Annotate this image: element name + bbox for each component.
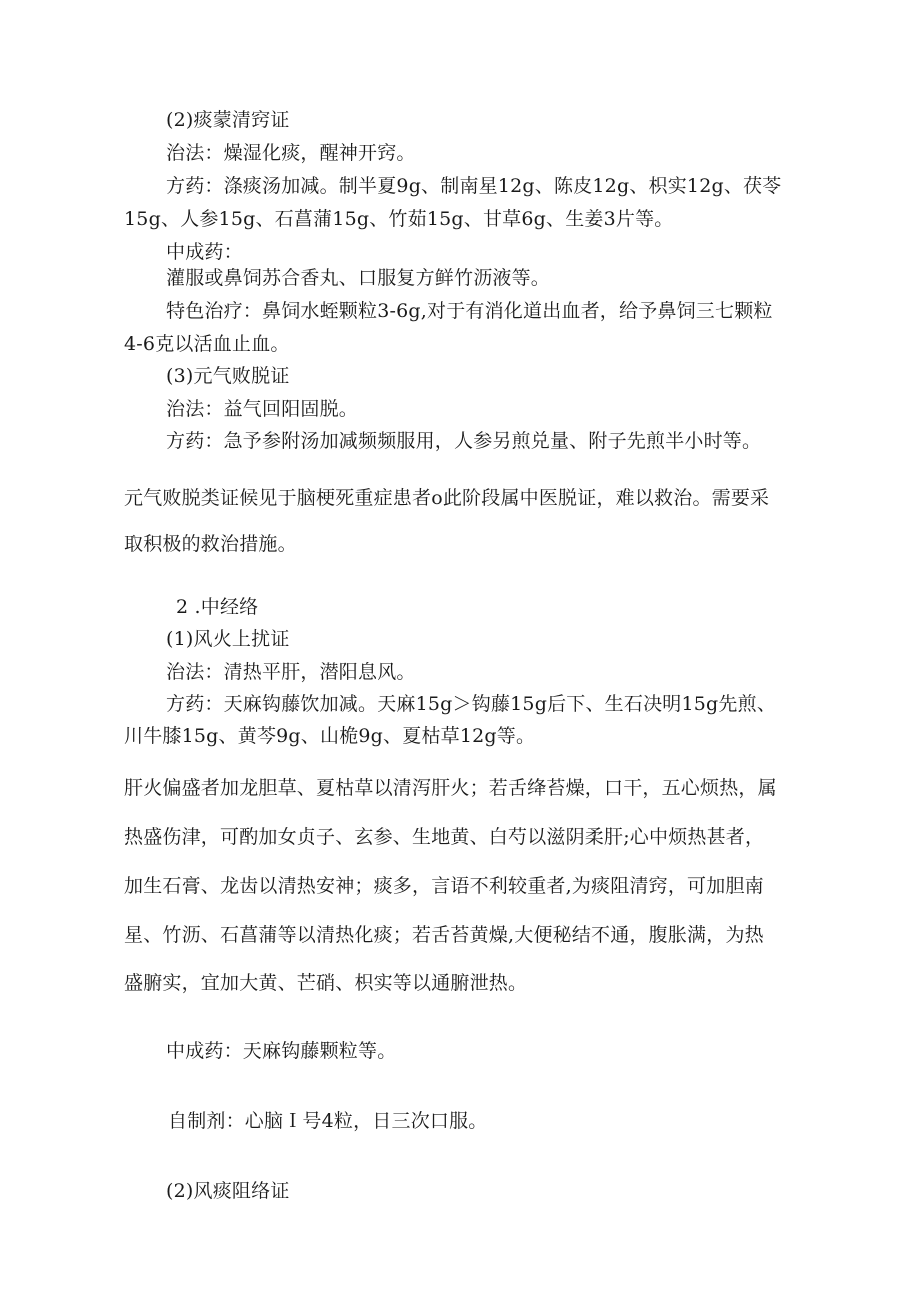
patent-heading-tanmeng: 中成药：	[166, 241, 243, 263]
heading-yuanqi: (3)元气败脱证	[166, 365, 290, 387]
formula-fenghuo-line1: 方药：天麻钩藤饮加减。天麻15g＞钩藤15g后下、生石决明15g先煎、	[166, 693, 777, 715]
modification-line5: 盛腑实，宜加大黄、芒硝、枳实等以通腑泄热。	[124, 972, 528, 994]
note-yuanqi-line2: 取积极的救治措施。	[124, 533, 297, 555]
formula-tanmeng-line2: 15g、人参15g、石菖蒲15g、竹茹15g、甘草6g、生姜3片等。	[124, 208, 674, 230]
modification-line2: 热盛伤津，可酌加女贞子、玄参、生地黄、白芍以滋阴柔肝;心中烦热甚者，	[124, 826, 765, 848]
method-fenghuo: 治法：清热平肝，潜阳息风。	[166, 661, 416, 683]
heading-fenghuo: (1)风火上扰证	[166, 628, 290, 650]
heading-fengtan: (2)风痰阻络证	[166, 1180, 290, 1202]
special-tanmeng-line1: 特色治疗：鼻饲水蛭颗粒3-6g,对于有消化道出血者，给予鼻饲三七颗粒	[166, 300, 773, 322]
heading-zhongjingluo: 2 .中经络	[176, 596, 259, 618]
modification-line3: 加生石膏、龙齿以清热安神；痰多，言语不利较重者,为痰阻清窍，可加胆南	[124, 875, 764, 897]
formula-yuanqi: 方药：急予参附汤加减频频服用，人参另煎兑量、附子先煎半小时等。	[166, 430, 762, 452]
formula-fenghuo-line2: 川牛膝15g、黄芩9g、山桅9g、夏枯草12g等。	[124, 725, 536, 747]
method-tanmeng: 治法：燥湿化痰，醒神开窍。	[166, 142, 416, 164]
method-yuanqi: 治法：益气回阳固脱。	[166, 398, 359, 420]
patent-tanmeng: 灌服或鼻饲苏合香丸、口服复方鲜竹沥液等。	[166, 267, 551, 289]
modification-line4: 星、竹沥、石菖蒲等以清热化痰；若舌苔黄燥,大便秘结不通，腹胀满，为热	[124, 924, 764, 946]
heading-tanmeng: (2)痰蒙清窍证	[166, 109, 290, 131]
formula-tanmeng-line1: 方药：涤痰汤加减。制半夏9g、制南星12g、陈皮12g、枳实12g、茯苓	[166, 175, 782, 197]
note-yuanqi-line1: 元气败脱类证候见于脑梗死重症患者o此阶段属中医脱证，难以救治。需要采	[124, 487, 770, 509]
self-made-preparation: 自制剂：心脑Ｉ号4粒，日三次口服。	[168, 1110, 488, 1132]
special-tanmeng-line2: 4-6克以活血止血。	[124, 333, 290, 355]
modification-line1: 肝火偏盛者加龙胆草、夏枯草以清泻肝火；若舌绛苔燥，口干，五心烦热，属	[124, 777, 777, 799]
patent-fenghuo: 中成药：天麻钩藤颗粒等。	[166, 1040, 397, 1062]
